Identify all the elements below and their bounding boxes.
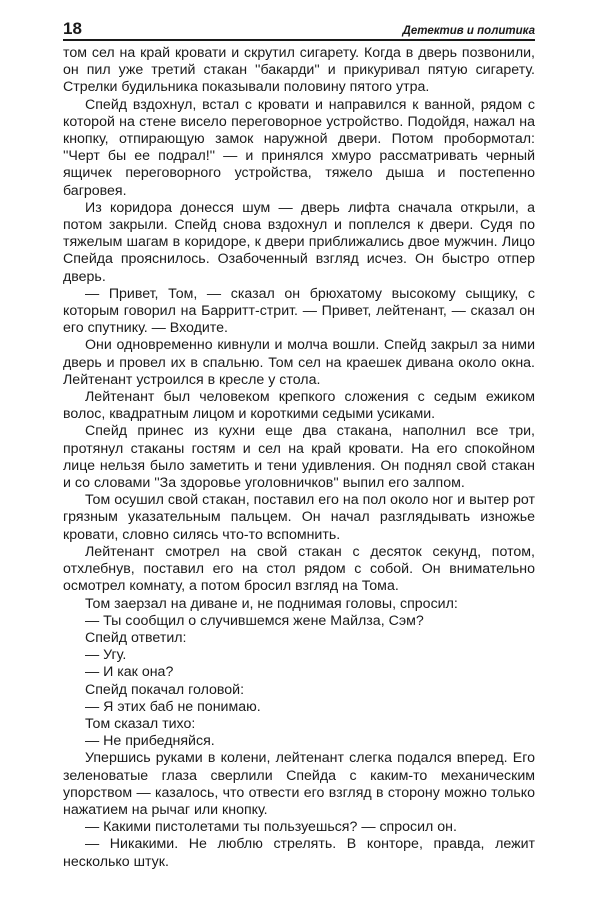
paragraph: Том осушил свой стакан, поставил его на пол около ног и вытер рот грязным указательным пальцем. Он начал разглядывать изножье кровати, словно силясь что-то вспомнить. <box>63 492 535 543</box>
paragraph: Том заерзал на диване и, не поднимая головы, спросил: <box>85 595 458 612</box>
dialogue-line: — Привет, Том, — сказал он брюхатому высокому сыщику, с которым говорил на Барритт-стрит. — Привет, лейтенант, — сказал он его спутнику. — Входите. <box>63 285 535 337</box>
paragraph: Спейд вздохнул, встал с кровати и направился к ванной, рядом с которой на стене висело переговорное устройство. Подойдя, нажал на кнопку, отпирающую замок наружной двери. Потом пробормотал: ''Черт бы ее подрал!'' — и принялся хмуро рассматривать черный ящичек переговорного устройства, тяжело дыша и постепенно багровея. <box>63 96 535 199</box>
paragraph: Они одновременно кивнули и молча вошли. Спейд закрыл за ними дверь и провел их в спальню. Том сел на краешек дивана около окна. Лейтенант устроился в кресле у стола. <box>63 337 535 388</box>
page-number: 18 <box>63 19 82 38</box>
paragraph: Спейд покачал головой: <box>85 681 245 698</box>
dialogue-line: — Я этих баб не понимаю. <box>85 698 261 715</box>
dialogue-line: — Какими пистолетами ты пользуешься? — спросил он. <box>85 819 457 836</box>
paragraph-continued: том сел на край кровати и скрутил сигарету. Когда в дверь позвонили, он пил уже третий стакан ''бакарди'' и прикуривал пятую сигарету. Стрелки будильника показывали половину пятого утра. <box>63 45 535 96</box>
paragraph: Спейд принес из кухни еще два стакана, наполнил все три, протянул стаканы гостям и сел на край кровати. На его спокойном лице нельзя было заметить и тени удивления. Он поднял свой стакан и со словами ''За здоровье уголовничков'' выпил его залпом. <box>63 423 535 492</box>
dialogue-line: — Никакими. Не люблю стрелять. В конторе, правда, лежит несколько штук. <box>63 836 535 870</box>
paragraph: Лейтенант смотрел на свой стакан с десяток секунд, потом, отхлебнув, поставил его на стол рядом с собой. Он внимательно осмотрел комнату, а потом бросил взгляд на Тома. <box>63 543 535 595</box>
running-title: Детектив и политика <box>402 25 535 37</box>
paragraph: Том сказал тихо: <box>85 715 196 732</box>
paragraph: Упершись руками в колени, лейтенант слегка подался вперед. Его зеленоватые глаза сверлили Спейда с каким-то механическим упорством — казалось, что отвести его взгляд в сторону можно только нажатием на рычаг или кнопку. <box>63 750 535 818</box>
paragraph: Лейтенант был человеком крепкого сложения с седым ежиком волос, квадратным лицом и короткими седыми усиками. <box>63 389 535 423</box>
body-text <box>63 45 535 871</box>
page-header <box>63 18 535 41</box>
dialogue-line: — Не прибедняйся. <box>85 733 215 750</box>
paragraph: Из коридора донесся шум — дверь лифта сначала открыли, а потом закрыли. Спейд снова вздохнул и поплелся к двери. Судя по тяжелым шагам в коридоре, к двери приближались двое мужчин. Лицо Спейда прояснилось. Озабоченный взгляд исчез. Он быстро отпер дверь. <box>63 199 535 285</box>
paragraph: Спейд ответил: <box>85 629 187 646</box>
book-page <box>63 18 535 871</box>
dialogue-line: — Угу. <box>85 647 127 664</box>
dialogue-line: — И как она? <box>85 664 174 681</box>
dialogue-line: — Ты сообщил о случившемся жене Майлза, Сэм? <box>85 612 424 629</box>
